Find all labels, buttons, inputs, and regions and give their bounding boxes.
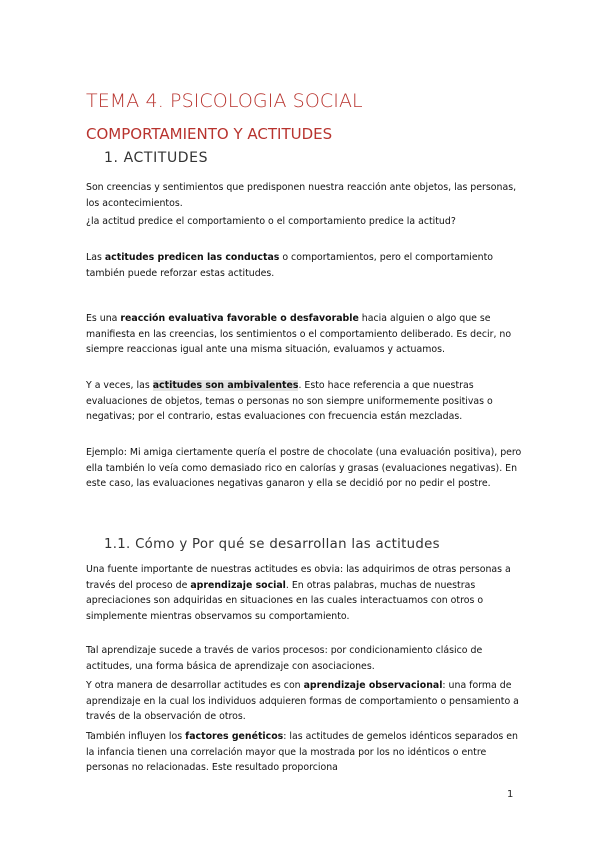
paragraph-question: ¿la actitud predice el comportamiento o el comportamiento predice la actitud? (86, 216, 456, 227)
page-subtitle: COMPORTAMIENTO Y ACTITUDES (86, 125, 333, 143)
paragraph-genetic (86, 729, 522, 776)
paragraph-conditioning: Tal aprendizaje sucede a través de varios procesos: por condicionamiento clásico de actitudes, una forma básica de aprendizaje con asociaciones. (86, 645, 483, 672)
paragraph-example: Ejemplo: Mi amiga ciertamente quería el postre de chocolate (una evaluación positiva), pero ella también lo veía como demasiado rico en calorías y grasas (evaluaciones negativas). En este caso, las evaluaciones negativas ganaron y ella se decidió por no pedir el postre. (86, 447, 522, 489)
text-segment: Es una (86, 313, 121, 324)
text-segment: : una forma de aprendizaje en la cual los individuos adquieren formas de comportamiento o pensamiento a través de la observación de otros. (86, 680, 519, 722)
text-segment: . Esto hace referencia a que nuestras evaluaciones de objetos, temas o personas no son siempre uniformemente positivas o negativas; por el contrario, estas evaluaciones con frecuencia están mezcladas. (86, 380, 493, 422)
text-segment: o comportamientos, pero el comportamiento también puede reforzar estas actitudes. (86, 252, 494, 279)
text-segment: Y a veces, las (86, 380, 153, 391)
paragraph-reaction (86, 311, 522, 358)
text-segment: : las actitudes de gemelos idénticos separados en la infancia tienen una correlación mayor que la mostrada por los no idénticos o entre personas no relacionadas. Este resultado proporciona (86, 731, 518, 773)
section-heading-actitudes: 1. ACTITUDES (104, 150, 209, 166)
bold-term: aprendizaje observacional (303, 680, 443, 691)
bold-term: actitudes predicen las conductas (104, 252, 280, 263)
text-segment: Y otra manera de desarrollar actitudes es con (86, 680, 304, 691)
text-segment: Una fuente importante de nuestras actitudes es obvia: las adquirimos de otras personas a través del proceso de (86, 564, 511, 591)
paragraph-predict (86, 250, 522, 281)
page-title: TEMA 4. PSICOLOGIA SOCIAL (86, 90, 363, 112)
highlighted-term: actitudes son ambivalentes (152, 380, 299, 391)
paragraph-social-learning (86, 562, 522, 624)
bold-term: factores genéticos (185, 731, 284, 742)
text-segment: Las (86, 252, 105, 263)
bold-term: reacción evaluativa favorable o desfavorable (120, 313, 359, 324)
text-segment: También influyen los (86, 731, 186, 742)
text-segment: hacia alguien o algo que se manifiesta en las creencias, los sentimientos o el comportamiento deliberado. Es decir, no siempre reaccionas igual ante una misma situación, evaluamos y actuamos. (86, 313, 512, 355)
text-segment: . En otras palabras, muchas de nuestras apreciaciones son adquiridas en situaciones en las cuales interactuamos con otros o simplemente mientras observamos su comportamiento. (86, 579, 484, 622)
bold-term: aprendizaje social (190, 579, 286, 591)
page-number: 1 (507, 789, 514, 800)
paragraph-ambivalent (86, 378, 522, 425)
paragraph-observational (86, 678, 522, 725)
subsection-heading-como-por-que: 1.1. Cómo y Por qué se desarrollan las actitudes (104, 537, 440, 552)
paragraph-definition: Son creencias y sentimientos que predisponen nuestra reacción ante objetos, las personas, los acontecimientos. (86, 182, 517, 209)
